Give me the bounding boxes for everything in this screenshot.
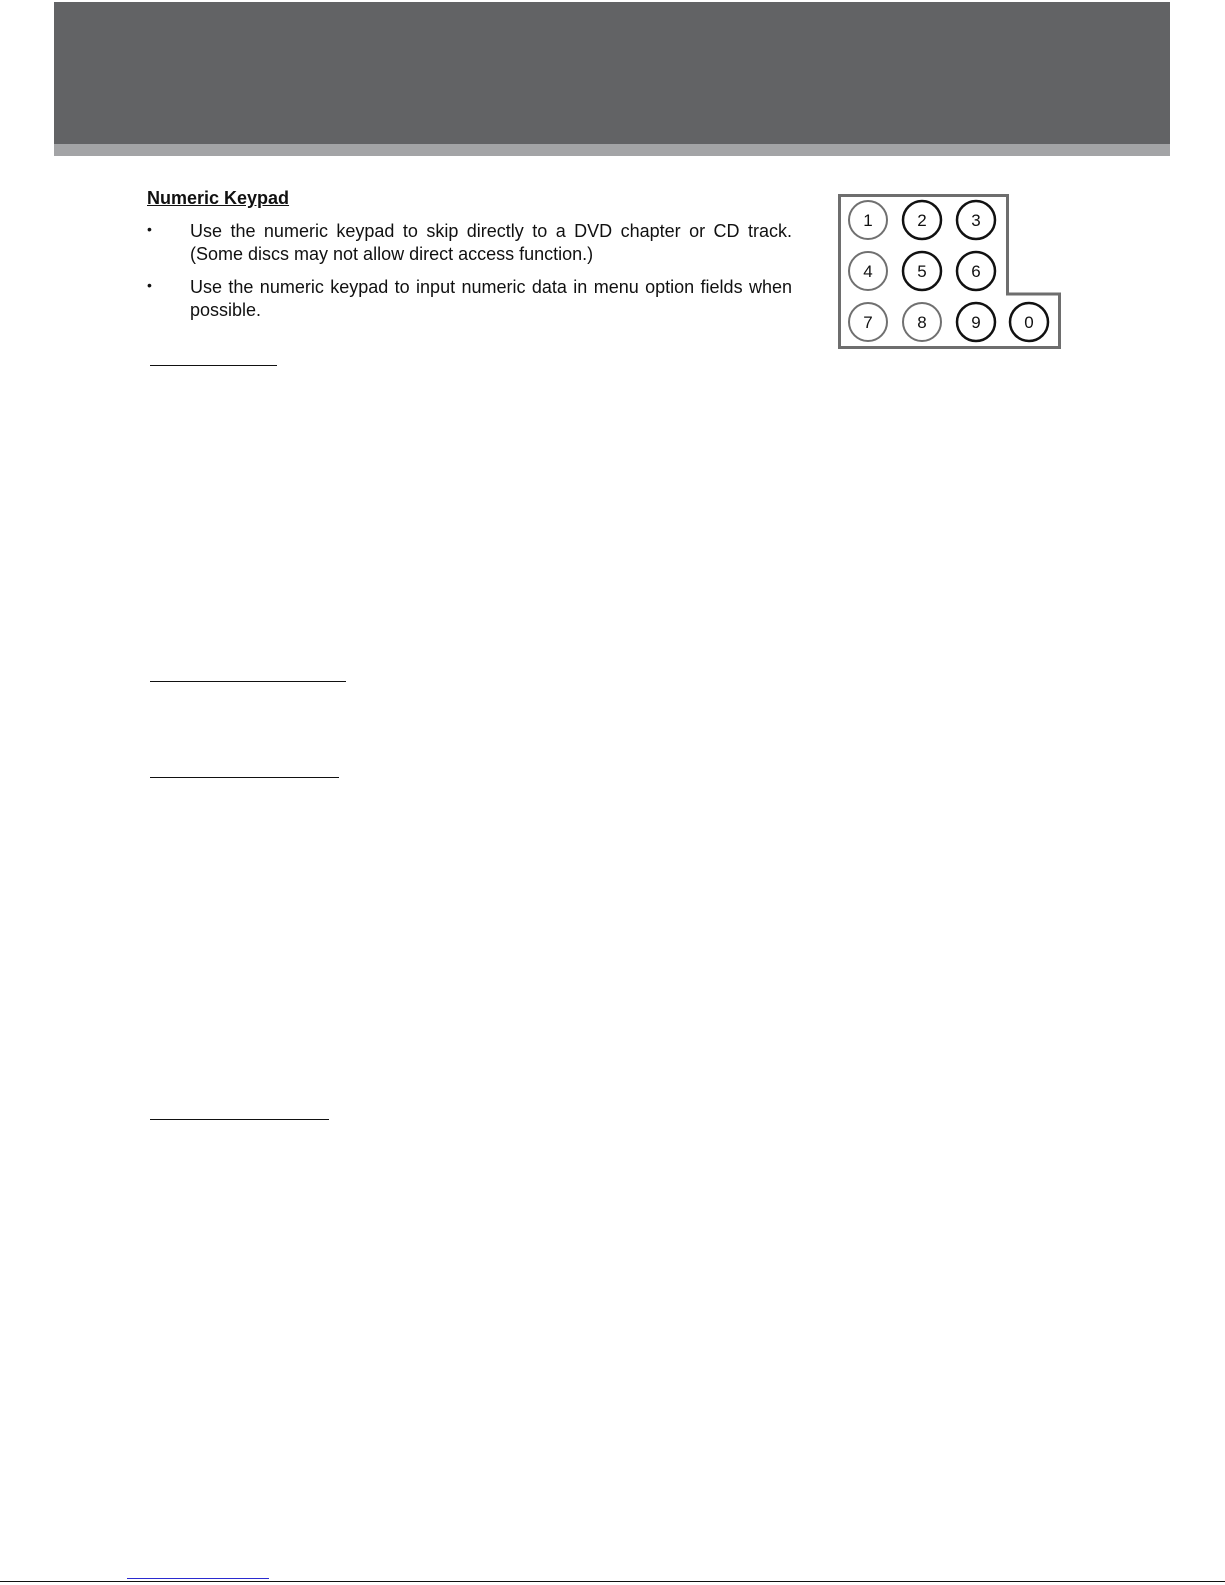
list-item	[147, 220, 792, 266]
bullet-text: Use the numeric keypad to input numeric data in menu option fields when possible.	[190, 277, 792, 320]
key-label: 5	[917, 262, 927, 281]
key-4[interactable]	[849, 252, 887, 290]
heading-underline	[150, 777, 339, 778]
heading-underline	[150, 681, 346, 682]
key-1[interactable]	[849, 201, 887, 239]
bullet-text: Use the numeric keypad to skip directly to a DVD chapter or CD track. (Some discs may not allow direct access function.)	[190, 221, 792, 264]
key-label: 7	[863, 313, 873, 332]
bullet-marker: •	[147, 221, 152, 237]
key-label: 6	[971, 262, 981, 281]
section-title: Numeric Keypad	[147, 188, 290, 208]
key-7[interactable]	[849, 303, 887, 341]
key-8[interactable]	[903, 303, 941, 341]
key-2[interactable]	[903, 201, 941, 239]
key-label: 0	[1024, 313, 1034, 332]
footer-rule	[0, 1581, 1225, 1582]
key-6[interactable]	[957, 252, 995, 290]
header-strip	[54, 144, 1170, 156]
key-label: 4	[863, 262, 873, 281]
key-0[interactable]	[1010, 303, 1048, 341]
key-3[interactable]	[957, 201, 995, 239]
key-label: 2	[917, 211, 927, 230]
key-label: 8	[917, 313, 927, 332]
key-5[interactable]	[903, 252, 941, 290]
key-9[interactable]	[957, 303, 995, 341]
key-label: 1	[863, 211, 873, 230]
numeric-keypad-illustration	[838, 194, 1064, 352]
key-label: 9	[971, 313, 981, 332]
bullet-list	[147, 220, 792, 332]
footer-link-underline	[127, 1578, 269, 1579]
bullet-marker: •	[147, 277, 152, 293]
header-band	[54, 2, 1170, 144]
list-item	[147, 276, 792, 322]
key-label: 3	[971, 211, 981, 230]
heading-underline	[150, 1119, 329, 1120]
heading-underline	[150, 365, 277, 366]
